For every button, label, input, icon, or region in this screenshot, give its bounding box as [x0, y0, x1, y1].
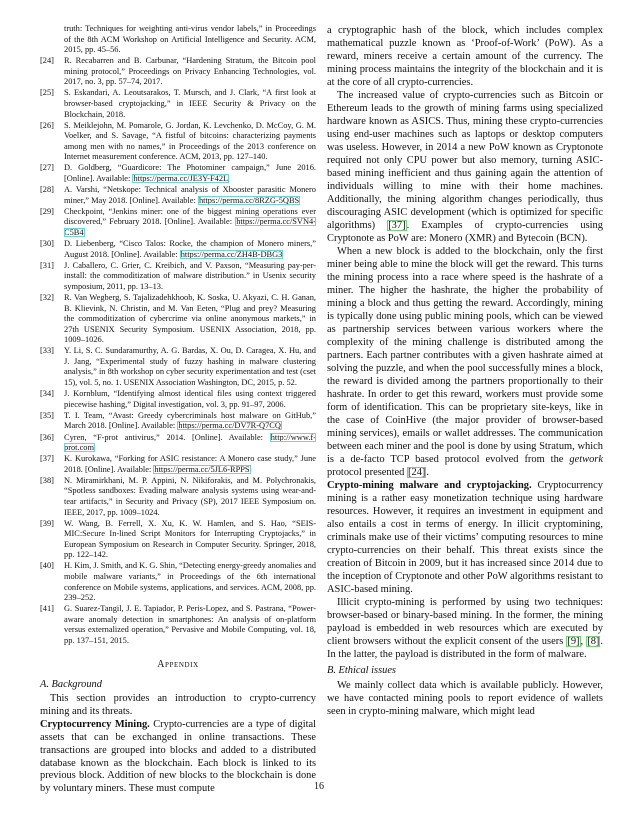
reference-number: [30]	[40, 239, 54, 249]
page-number: 16	[314, 781, 324, 792]
right-column	[327, 24, 603, 718]
paragraph-text: Cryptocurrency mining is a rather easy monetization technique using hardware resources. However, it requires an investment in equipment and also entails a cost in terms of energy. In illicit cryptomining, criminals make use of their victims’ computing resources to mine crypto-currencies on their behalf. This threat exists since the creation of Bitcoin in 2009, but it has increased since 2014 due to the inception of Cryptonote and other PoW algorithms resistant to ASIC-based mining.	[327, 480, 603, 595]
paragraph-run-in-heading: Cryptocurrency Mining.	[40, 719, 150, 731]
reference-item	[40, 561, 316, 603]
left-column	[40, 24, 316, 796]
reference-number: [35]	[40, 410, 54, 420]
reference-text: A. Varshi, “Netskope: Technical analysis of Xbooster parasitic Monero miner,” May 2018. [Online]. Available:	[64, 185, 316, 205]
reference-number: [33]	[40, 346, 54, 356]
reference-text: S. Eskandari, A. Leoutsarakos, T. Mursch, and J. Clark, “A first look at browser-based cryptojacking,” in IEEE Security & Privacy on the Blockchain, 2018.	[64, 88, 316, 119]
paragraph-italic-term: getwork	[569, 454, 603, 465]
paragraph-asic	[327, 89, 603, 245]
reference-item	[40, 346, 316, 388]
paragraph-text: The increased value of crypto-currencies such as Bitcoin or Ethereum leads to the growth of mining farms using specialized hardware known as ASICS. Thus, mining these crypto-currencies using end-user machines such as laptops or desktop computers was useless. However, in 2014 a new PoW known as Cryptonote required not only CPU power but also memory, turning ASIC-based mining inefficient and thus gaining again the attention of individuals willing to mine with their home machines. Additionally, the mining algorithm changes periodically, thus discouraging ASIC development (which is optimized for specific algorithms)	[327, 90, 603, 231]
reference-item	[40, 389, 316, 410]
reference-item	[40, 411, 316, 432]
reference-text: W. Wang, B. Ferrell, X. Xu, K. W. Hamlen, and S. Hao, “SEIS-MIC:Secure In-lined Script Monitors for Interrupting Cryptojacks,” in European Symposium on Research in Computer Security. Springer, 2018, pp. 122–142.	[64, 518, 316, 560]
reference-item	[40, 56, 316, 88]
reference-number: [31]	[40, 260, 54, 270]
section-heading-ethical: B. Ethical issues	[327, 665, 396, 676]
reference-text: Cyren, “F-prot antivirus,” 2014. [Online]. Available:	[64, 432, 263, 442]
citation-separator: ,	[580, 636, 587, 647]
citation-link[interactable]: [37]	[388, 220, 406, 231]
paragraph-text: Crypto-currencies are a type of digital assets that can be exchanged in online transactions. These transactions are grouped into blocks and added to a distributed database known as the blockchain. Each block is linked to its previous block. Addition of new blocks to the blockchain is done by voluntary miners. These must compute	[40, 719, 316, 795]
background-intro-paragraph: This section provides an introduction to crypto-currency mining and its threats.	[40, 693, 316, 718]
citation-link[interactable]: [24]	[408, 467, 426, 478]
reference-text: T. I. Team, “Avast: Greedy cybercriminals host malware on GitHub,” March 2018. [Online]. Available:	[64, 410, 316, 431]
reference-number: [37]	[40, 454, 54, 464]
reference-item	[40, 433, 316, 454]
reference-number: [26]	[40, 120, 54, 130]
reference-text: N. Miramirkhani, M. P. Appini, N. Nikiforakis, and M. Polychronakis, “Spotless sandboxes: Evading malware analysis systems using wear-and-tear artifacts,” in Security and Privacy (SP), 2017 IEEE Symposium on. IEEE, 2017, pp. 1009–1024.	[64, 475, 316, 517]
paragraph-text: .	[426, 467, 429, 478]
reference-number: [32]	[40, 293, 54, 303]
reference-text: Y. Li, S. C. Sundaramurthy, A. G. Bardas, X. Ou, D. Caragea, X. Hu, and J. Jang, “Experimental study of fuzzy hashing in malware clustering analysis,” in 8th workshop on cyber security experimentation and test (cset 15), vol. 5, no. 1. USENIX Association Washington, DC, 2015, p. 52.	[64, 346, 316, 387]
reference-text: truth: Techniques for weighting anti-virus vendor labels,” in Proceedings of the 8th ACM Workshop on Artificial Intelligence and Security. ACM, 2015, pp. 45–56.	[64, 24, 316, 55]
reference-text: K. Kurokawa, “Forking for ASIC resistance: A Monero case study,” June 2018. [Online]. Available:	[64, 454, 316, 474]
citation-link[interactable]: [8]	[587, 636, 600, 647]
reference-number: [41]	[40, 604, 54, 614]
appendix-title: Appendix	[157, 659, 199, 671]
reference-number: [25]	[40, 88, 54, 98]
paragraph-text: . In the latter, the payload is distributed in the form of malware.	[327, 636, 604, 660]
reference-item	[40, 239, 316, 260]
reference-text: H. Kim, J. Smith, and K. G. Shin, “Detecting energy-greedy anomalies and mobile malware variants,” in Proceedings of the 6th international conference on Mobile systems, applications, and services. ACM, 2008, pp. 239–252.	[64, 561, 316, 603]
reference-link[interactable]: http://www.f-prot.com	[64, 432, 316, 453]
reference-link[interactable]: https://perma.cc/5JL6-RPPS	[154, 464, 250, 474]
reference-item	[40, 163, 316, 184]
reference-number: [39]	[40, 518, 54, 528]
paragraph-text: protocol presented	[327, 467, 405, 478]
reference-text: D. Goldberg, “Guardicore: The Photominer campaign,” June 2016. [Online]. Available:	[64, 163, 316, 184]
section-heading-background: A. Background	[40, 679, 102, 691]
reference-text: Checkpoint, “Jenkins miner: one of the biggest mining operations ever discovered,” February 2018. [Online]. Available:	[64, 206, 316, 227]
paragraph-illicit-mining	[327, 596, 603, 661]
reference-text: R. Recabarren and B. Carbunar, “Hardening Stratum, the Bitcoin pool mining protocol,” Proceedings on Privacy Enhancing Technologies, vol. 2017, no. 3, pp. 57–74, 2017.	[64, 56, 316, 87]
reference-text: R. Van Wegberg, S. Tajalizadehkhoob, K. Soska, U. Akyazi, C. H. Ganan, B. Klievink, N. Christin, and M. Van Eeten, “Plug and prey? Measuring the commoditization of cybercrime via online anonymous markets,” in 27th USENIX Security Symposium. USENIX Association, 2018, pp. 1009–1026.	[64, 293, 316, 345]
paragraph-text: . Examples of crypto-currencies using Cryptonote as PoW are: Monero (XMR) and Bytecoin (BCN).	[327, 220, 603, 244]
reference-link[interactable]: https://perma.cc/8RZG-5QBS	[198, 195, 300, 205]
reference-number: [40]	[40, 561, 54, 571]
reference-link[interactable]: https://perma.cc/ZH4B-DBG3	[180, 249, 283, 259]
reference-item	[40, 261, 316, 293]
reference-item	[40, 207, 316, 239]
reference-link[interactable]: https://perma.cc/SVN4-C5B4	[64, 217, 316, 237]
reference-number: [34]	[40, 389, 54, 399]
reference-item	[40, 185, 316, 206]
reference-item	[40, 476, 316, 518]
reference-item	[40, 604, 316, 646]
paragraph-text: Illicit crypto-mining is performed by using two techniques: browser-based or binary-based mining. In the former, the mining payload is embedded in web resources which are executed by client browsers without the explicit consent of the users	[327, 597, 603, 647]
paragraph-run-in-heading: Crypto-mining malware and cryptojacking.	[327, 480, 532, 491]
reference-item	[40, 24, 316, 56]
reference-number: [28]	[40, 185, 54, 195]
reference-item	[40, 121, 316, 163]
reference-list	[40, 24, 316, 646]
reference-link[interactable]: https://perma.cc/DV7R-Q7CQ	[178, 421, 281, 431]
reference-item	[40, 293, 316, 346]
paragraph-pow: a cryptographic hash of the block, which includes complex mathematical puzzle known as ‘Proof-of-Work’ (PoW). As a reward, miners receive a certain amount of the currency. The mining process maintains the integrity of the blockchain and it is at the core of all crypto-currencies.	[327, 25, 603, 88]
reference-number: [38]	[40, 475, 54, 485]
reference-number: [24]	[40, 56, 54, 66]
paragraph-text: When a new block is added to the blockchain, only the first miner being able to mine the block will get the reward. This turns the mining process into a race where speed is the hashrate of a miner. The higher the hashrate, the higher the probability of mining a block and thus getting the reward. Accordingly, mining is typically done using public mining pools, which can be viewed as partnership services between various workers where the complexity of the mining challenge is distributed among the partners. Each partner contributes with a given hashrate aimed at solving the puzzle, and when the pool successfully mines a block, the reward is divided among the partners proportionally to their hashrate. In order to get this reward, workers must provide some form of identification. This can be proprietary site-keys, like in the case of CoinHive (the major provider of browser-based mining services), emails or wallet addresses. The communication between each miner and the pool is done by using Stratum, which is a de-facto TCP based protocol evolved from the	[327, 246, 603, 465]
reference-number: [27]	[40, 163, 54, 173]
reference-text: J. Kornblum, “Identifying almost identical files using context triggered piecewise hashing,” Digital investigation, vol. 3, pp. 91–97, 2006.	[64, 389, 316, 409]
reference-item	[40, 519, 316, 561]
reference-text: G. Suarez-Tangil, J. E. Tapiador, P. Peris-Lopez, and S. Pastrana, “Power-aware anomaly detection in smartphones: An analysis of on-platform versus externalized operation,” Pervasive and Mobile Computing, vol. 18, pp. 137–151, 2015.	[64, 604, 316, 645]
reference-item	[40, 454, 316, 475]
citation-link[interactable]: [9]	[567, 636, 580, 647]
reference-text: S. Meiklejohn, M. Pomarole, G. Jordan, K. Levchenko, D. McCoy, G. M. Voelker, and S. Savage, “A fistful of bitcoins: characterizing payments among men with no names,” in Proceedings of the 2013 conference on Internet measurement conference. ACM, 2013, pp. 127–140.	[64, 120, 316, 162]
reference-link[interactable]: https://perma.cc/JE3Y-F42L	[133, 174, 229, 184]
reference-number: [29]	[40, 206, 54, 216]
reference-text: J. Caballero, C. Grier, C. Kreibich, and V. Paxson, “Measuring pay-per-install: the commoditization of malware distribution.” in Usenix security symposium, 2011, pp. 13–13.	[64, 260, 316, 291]
paragraph-cryptojacking	[327, 479, 603, 596]
reference-text: D. Liebenberg, “Cisco Talos: Rocke, the champion of Monero miners,” August 2018. [Online]. Available:	[64, 239, 316, 259]
reference-number: [36]	[40, 432, 54, 442]
paragraph-mining-pools	[327, 245, 603, 479]
reference-item	[40, 88, 316, 120]
paragraph-ethical: We mainly collect data which is available publicly. However, we have contacted mining pools to report evidence of wallets seen in crypto-mining malware, which might lead	[327, 680, 603, 717]
